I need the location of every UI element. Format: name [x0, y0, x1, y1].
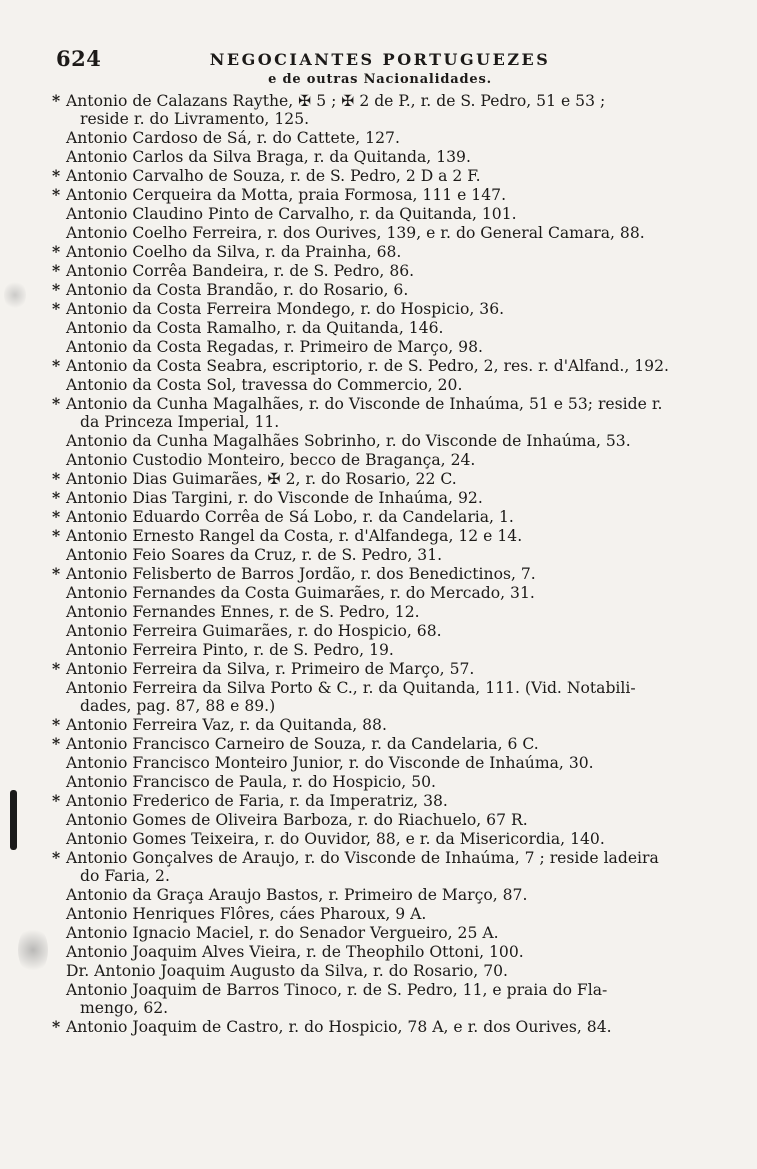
directory-entry: [52, 735, 712, 753]
directory-entry: [52, 262, 712, 280]
entry-text: Antonio Dias Targini, r. do Visconde de Inhaúma, 92.: [66, 489, 483, 507]
directory-entry: [52, 224, 712, 242]
directory-entry: [52, 773, 712, 791]
asterisk-marker: *: [52, 299, 61, 318]
directory-entry: [52, 603, 712, 621]
asterisk-marker: *: [52, 848, 61, 867]
entry-text: Antonio Francisco de Paula, r. do Hospicio, 50.: [66, 773, 437, 791]
directory-entry: [52, 167, 712, 185]
entry-text: Antonio Dias Guimarães, ✠ 2, r. do Rosario, 22 C.: [66, 470, 457, 488]
entry-text: Antonio Francisco Carneiro de Souza, r. da Candelaria, 6 C.: [66, 735, 539, 753]
entry-text: Antonio da Cunha Magalhães, r. do Visconde de Inhaúma, 51 e 53; reside r.: [66, 395, 663, 413]
entry-text: Antonio Joaquim Alves Vieira, r. de Theophilo Ottoni, 100.: [66, 943, 524, 961]
entry-text: Antonio Corrêa Bandeira, r. de S. Pedro, 86.: [66, 262, 415, 280]
directory-entry: [52, 584, 712, 602]
asterisk-marker: *: [52, 356, 61, 375]
asterisk-marker: *: [52, 791, 61, 810]
entry-text: Antonio Joaquim de Barros Tinoco, r. de S. Pedro, 11, e praia do Fla-: [66, 981, 608, 999]
entry-text: Dr. Antonio Joaquim Augusto da Silva, r. do Rosario, 70.: [66, 962, 508, 980]
directory-entry: [52, 622, 712, 640]
entry-text: Antonio da Costa Sol, travessa do Commercio, 20.: [66, 376, 463, 394]
foxing-mark: [18, 925, 48, 975]
directory-entry: [52, 508, 712, 526]
directory-entry: [52, 527, 712, 545]
directory-entry: [52, 470, 712, 488]
directory-entry: [52, 830, 712, 848]
entry-continuation: mengo, 62.: [80, 999, 169, 1017]
directory-entry: [52, 281, 712, 299]
entry-text: Antonio da Costa Ferreira Mondego, r. do Hospicio, 36.: [66, 300, 505, 318]
asterisk-marker: *: [52, 507, 61, 526]
entry-text: Antonio Coelho Ferreira, r. dos Ourives, 139, e r. do General Camara, 88.: [66, 224, 645, 242]
directory-entry: [52, 849, 712, 885]
foxing-mark: [4, 280, 26, 310]
running-head: NEGOCIANTES PORTUGUEZES: [209, 50, 551, 69]
entry-text: Antonio Gonçalves de Araujo, r. do Visconde de Inhaúma, 7 ; reside ladeira: [66, 849, 659, 867]
ink-stain: [10, 790, 17, 850]
directory-entry: [52, 376, 712, 394]
asterisk-marker: *: [52, 185, 61, 204]
directory-entry: [52, 148, 712, 166]
entry-text: Antonio Claudino Pinto de Carvalho, r. da Quitanda, 101.: [66, 205, 517, 223]
directory-entry: [52, 924, 712, 942]
entry-text: Antonio Custodio Monteiro, becco de Bragança, 24.: [66, 451, 476, 469]
asterisk-marker: *: [52, 91, 61, 110]
entry-list: [52, 92, 712, 1037]
entry-text: Antonio da Cunha Magalhães Sobrinho, r. do Visconde de Inhaúma, 53.: [66, 432, 631, 450]
asterisk-marker: *: [52, 659, 61, 678]
subhead: e de outras Nacionalidades.: [268, 72, 492, 87]
entry-text: Antonio Fernandes Ennes, r. de S. Pedro, 12.: [66, 603, 420, 621]
directory-entry: [52, 186, 712, 204]
entry-text: Antonio Ferreira da Silva Porto & C., r. da Quitanda, 111. (Vid. Notabili-: [66, 679, 636, 697]
directory-entry: [52, 943, 712, 961]
entry-text: Antonio Henriques Flôres, cáes Pharoux, 9 A.: [66, 905, 427, 923]
entry-text: Antonio Felisberto de Barros Jordão, r. dos Benedictinos, 7.: [66, 565, 536, 583]
directory-entry: [52, 886, 712, 904]
entry-text: Antonio Carvalho de Souza, r. de S. Pedro, 2 D a 2 F.: [66, 167, 481, 185]
directory-entry: [52, 546, 712, 564]
directory-entry: [52, 243, 712, 261]
page-number: 624: [56, 46, 102, 71]
entry-text: Antonio Gomes de Oliveira Barboza, r. do Riachuelo, 67 R.: [66, 811, 528, 829]
entry-text: Antonio Frederico de Faria, r. da Imperatriz, 38.: [66, 792, 448, 810]
asterisk-marker: *: [52, 280, 61, 299]
entry-text: Antonio Coelho da Silva, r. da Prainha, 68.: [66, 243, 402, 261]
entry-text: Antonio Ferreira da Silva, r. Primeiro de Março, 57.: [66, 660, 475, 678]
entry-text: Antonio da Costa Regadas, r. Primeiro de Março, 98.: [66, 338, 483, 356]
entry-text: Antonio Feio Soares da Cruz, r. de S. Pedro, 31.: [66, 546, 443, 564]
asterisk-marker: *: [52, 242, 61, 261]
directory-entry: [52, 395, 712, 431]
entry-text: Antonio Carlos da Silva Braga, r. da Quitanda, 139.: [66, 148, 471, 166]
entry-text: Antonio Eduardo Corrêa de Sá Lobo, r. da Candelaria, 1.: [66, 508, 514, 526]
directory-entry: [52, 716, 712, 734]
directory-entry: [52, 300, 712, 318]
asterisk-marker: *: [52, 564, 61, 583]
directory-entry: [52, 905, 712, 923]
entry-text: Antonio Fernandes da Costa Guimarães, r. do Mercado, 31.: [66, 584, 535, 602]
entry-text: Antonio da Costa Brandão, r. do Rosario, 6.: [66, 281, 409, 299]
directory-entry: [52, 338, 712, 356]
asterisk-marker: *: [52, 261, 61, 280]
directory-entry: [52, 565, 712, 583]
entry-text: Antonio Francisco Monteiro Junior, r. do Visconde de Inhaúma, 30.: [66, 754, 594, 772]
directory-entry: [52, 205, 712, 223]
entry-continuation: dades, pag. 87, 88 e 89.): [80, 697, 276, 715]
asterisk-marker: *: [52, 1017, 61, 1036]
asterisk-marker: *: [52, 526, 61, 545]
entry-text: Antonio Ferreira Pinto, r. de S. Pedro, 19.: [66, 641, 394, 659]
directory-entry: [52, 811, 712, 829]
entry-text: Antonio Cerqueira da Motta, praia Formosa, 111 e 147.: [66, 186, 507, 204]
entry-text: Antonio Ignacio Maciel, r. do Senador Vergueiro, 25 A.: [66, 924, 499, 942]
asterisk-marker: *: [52, 166, 61, 185]
directory-entry: [52, 792, 712, 810]
entry-text: Antonio da Costa Ramalho, r. da Quitanda, 146.: [66, 319, 444, 337]
entry-continuation: reside r. do Livramento, 125.: [80, 110, 310, 128]
entry-text: Antonio Joaquim de Castro, r. do Hospicio, 78 A, e r. dos Ourives, 84.: [66, 1018, 612, 1036]
directory-entry: [52, 319, 712, 337]
directory-entry: [52, 754, 712, 772]
directory-entry: [52, 92, 712, 128]
asterisk-marker: *: [52, 734, 61, 753]
entry-continuation: do Faria, 2.: [80, 867, 170, 885]
directory-entry: [52, 679, 712, 715]
directory-entry: [52, 660, 712, 678]
directory-entry: [52, 451, 712, 469]
entry-continuation: da Princeza Imperial, 11.: [80, 413, 280, 431]
entry-text: Antonio Ernesto Rangel da Costa, r. d'Alfandega, 12 e 14.: [66, 527, 523, 545]
directory-entry: [52, 432, 712, 450]
asterisk-marker: *: [52, 715, 61, 734]
directory-entry: [52, 981, 712, 1017]
asterisk-marker: *: [52, 394, 61, 413]
entry-text: Antonio da Costa Seabra, escriptorio, r. de S. Pedro, 2, res. r. d'Alfand., 192.: [66, 357, 669, 375]
entry-text: Antonio da Graça Araujo Bastos, r. Primeiro de Março, 87.: [66, 886, 528, 904]
entry-text: Antonio de Calazans Raythe, ✠ 5 ; ✠ 2 de P., r. de S. Pedro, 51 e 53 ;: [66, 92, 606, 110]
directory-entry: [52, 1018, 712, 1036]
entry-text: Antonio Ferreira Guimarães, r. do Hospicio, 68.: [66, 622, 442, 640]
asterisk-marker: *: [52, 469, 61, 488]
directory-entry: [52, 962, 712, 980]
asterisk-marker: *: [52, 488, 61, 507]
directory-entry: [52, 489, 712, 507]
directory-entry: [52, 357, 712, 375]
directory-entry: [52, 641, 712, 659]
entry-text: Antonio Cardoso de Sá, r. do Cattete, 127.: [66, 129, 400, 147]
directory-entry: [52, 129, 712, 147]
entry-text: Antonio Gomes Teixeira, r. do Ouvidor, 88, e r. da Misericordia, 140.: [66, 830, 605, 848]
entry-text: Antonio Ferreira Vaz, r. da Quitanda, 88.: [66, 716, 387, 734]
